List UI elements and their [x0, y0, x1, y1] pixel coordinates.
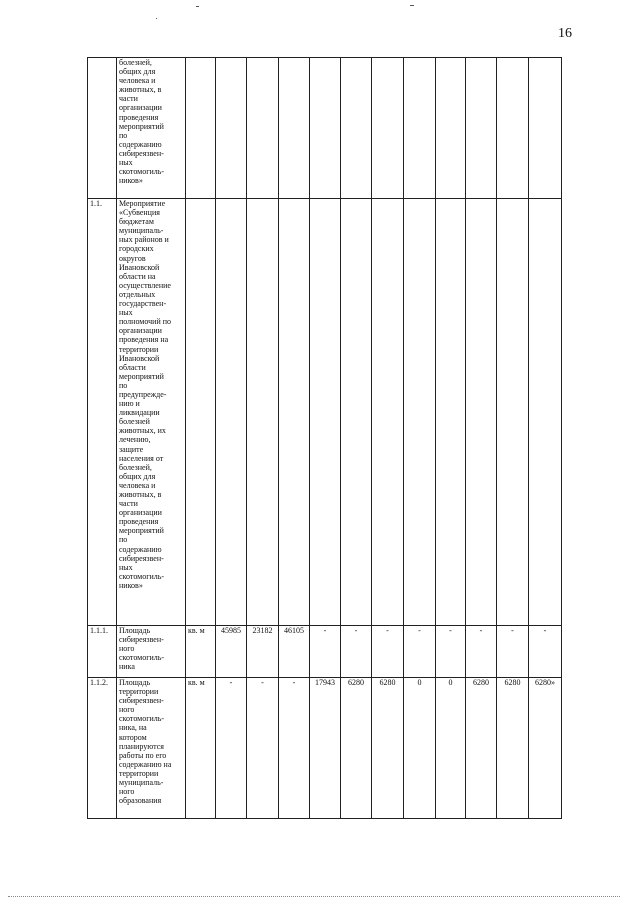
- row-number: [88, 58, 117, 199]
- unit-cell: [186, 199, 216, 626]
- value-cell: [497, 58, 529, 199]
- value-cell: -: [216, 678, 247, 819]
- value-cell: [372, 58, 404, 199]
- value-cell: [341, 58, 372, 199]
- value-cell: [216, 199, 247, 626]
- value-cell: 6280»: [529, 678, 562, 819]
- value-cell: 6280: [466, 678, 497, 819]
- row-number: 1.1.2.: [88, 678, 117, 819]
- row-description: болезней, общих для человека и животных, в части организации проведения мероприятий по содержанию сибиреязвен- ных скотомогиль- ников»: [117, 58, 186, 199]
- table-row: [88, 626, 562, 678]
- value-cell: 6280: [372, 678, 404, 819]
- value-cell: [466, 199, 497, 626]
- value-cell: -: [436, 626, 466, 678]
- value-cell: 0: [436, 678, 466, 819]
- row-number: 1.1.: [88, 199, 117, 626]
- value-cell: -: [372, 626, 404, 678]
- value-cell: [466, 58, 497, 199]
- value-cell: [436, 58, 466, 199]
- page-number: 16: [558, 26, 572, 41]
- value-cell: [310, 58, 341, 199]
- table-row: [88, 678, 562, 819]
- value-cell: -: [341, 626, 372, 678]
- value-cell: 45985: [216, 626, 247, 678]
- unit-cell: [186, 58, 216, 199]
- value-cell: [247, 199, 279, 626]
- value-cell: -: [310, 626, 341, 678]
- value-cell: 0: [404, 678, 436, 819]
- value-cell: -: [247, 678, 279, 819]
- value-cell: 23182: [247, 626, 279, 678]
- row-number: 1.1.1.: [88, 626, 117, 678]
- scan-edge-line: [8, 896, 620, 897]
- unit-cell: кв. м: [186, 626, 216, 678]
- table-row: [88, 58, 562, 199]
- scan-speck: [410, 5, 414, 6]
- value-cell: -: [529, 626, 562, 678]
- value-cell: [279, 58, 310, 199]
- value-cell: [404, 199, 436, 626]
- unit-cell: кв. м: [186, 678, 216, 819]
- value-cell: 6280: [497, 678, 529, 819]
- value-cell: [436, 199, 466, 626]
- value-cell: [529, 58, 562, 199]
- value-cell: [216, 58, 247, 199]
- value-cell: [372, 199, 404, 626]
- scan-speck: [196, 6, 199, 7]
- value-cell: 17943: [310, 678, 341, 819]
- value-cell: [310, 199, 341, 626]
- value-cell: [247, 58, 279, 199]
- value-cell: [529, 199, 562, 626]
- value-cell: -: [404, 626, 436, 678]
- indicator-table: [87, 57, 562, 819]
- value-cell: -: [497, 626, 529, 678]
- scan-speck: [156, 18, 157, 19]
- value-cell: [404, 58, 436, 199]
- table-row: [88, 199, 562, 626]
- value-cell: [497, 199, 529, 626]
- row-description: Мероприятие «Субвенция бюджетам муниципаль- ных районов и городских округов Ивановской области на осуществление отдельных государствен- ных полномочий по организации проведения на территории Ивановской области мероприятий по предупрежде- нию и ликвидации болезней животных, их лечению, защите населения от болезней, общих для человека и животных, в части организации проведения мероприятий по содержанию сибиреязвен- ных скотомогиль- ников»: [117, 199, 186, 626]
- value-cell: 46105: [279, 626, 310, 678]
- value-cell: [279, 199, 310, 626]
- value-cell: 6280: [341, 678, 372, 819]
- row-description: Площадь территории сибиреязвен- ного скотомогиль- ника, на котором планируются работы по его содержанию на территории муниципаль- ного образования: [117, 678, 186, 819]
- value-cell: -: [466, 626, 497, 678]
- row-description: Площадь сибиреязвен- ного скотомогиль- ника: [117, 626, 186, 678]
- value-cell: -: [279, 678, 310, 819]
- value-cell: [341, 199, 372, 626]
